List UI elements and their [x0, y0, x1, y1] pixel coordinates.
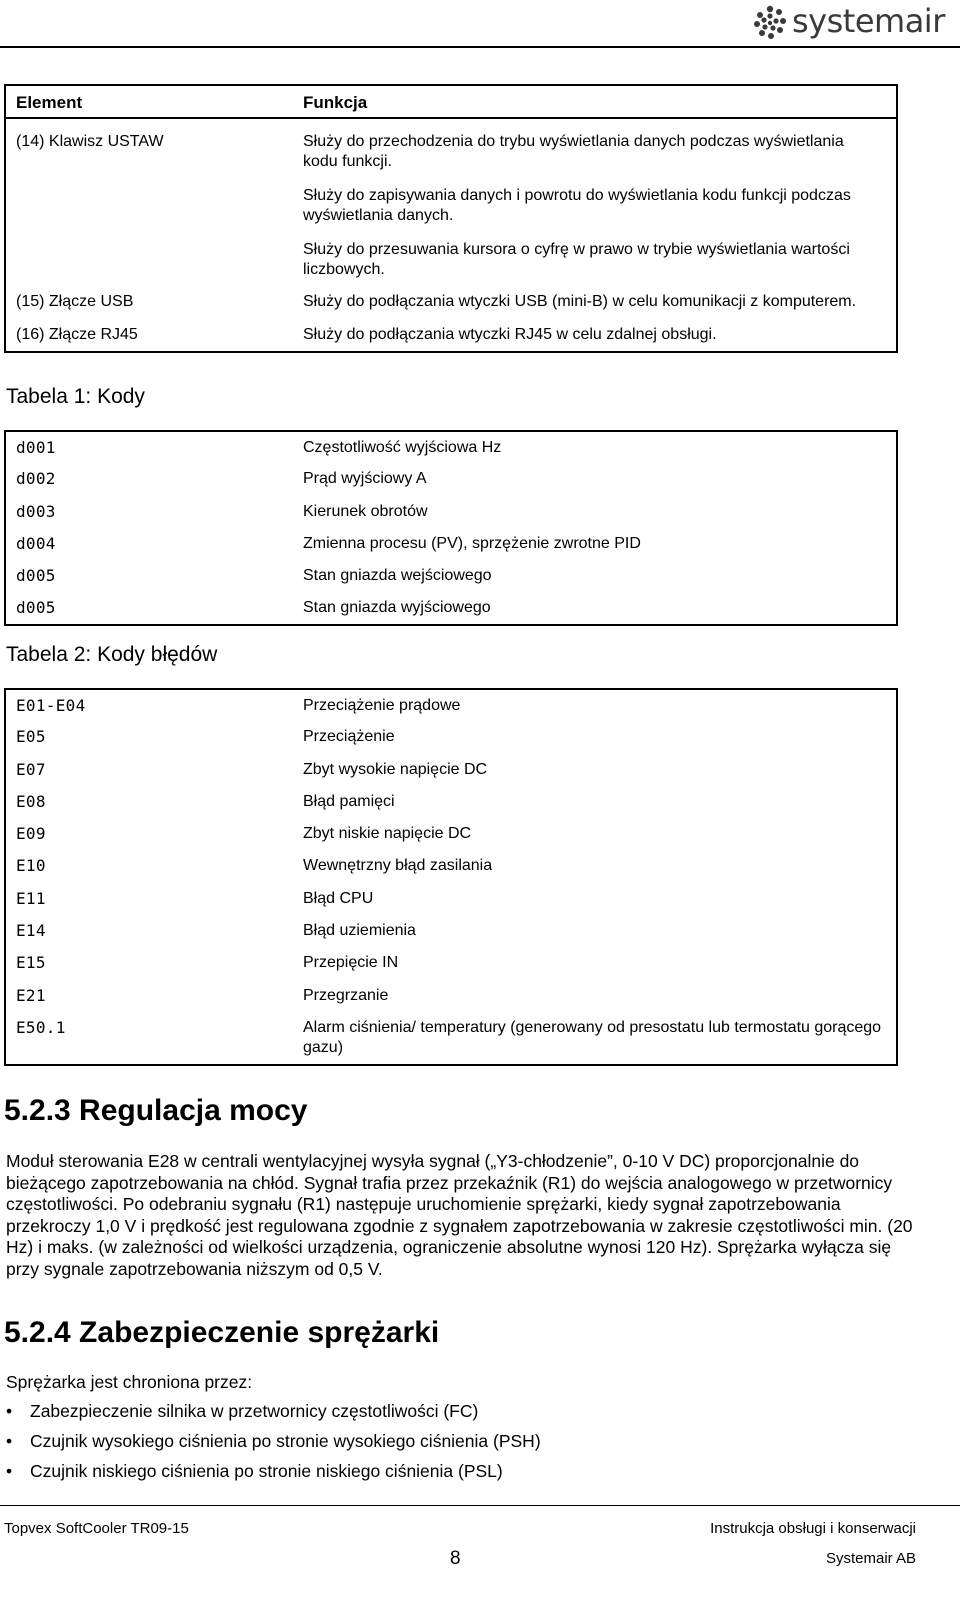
description-cell: Prąd wyjściowy A	[303, 470, 427, 488]
description-cell: Wewnętrzny błąd zasilania	[303, 857, 493, 875]
element-cell: (14) Klawisz USTAW	[16, 133, 164, 150]
function-cell: Służy do podłączania wtyczki USB (mini-B) w celu komunikacji z komputerem.	[303, 293, 857, 310]
header-function: Funkcja	[303, 85, 897, 118]
description-cell: Błąd uziemienia	[303, 922, 416, 940]
codes-table	[4, 430, 898, 626]
description-cell: Błąd pamięci	[303, 792, 395, 810]
function-cell: Służy do podłączania wtyczki RJ45 w celu zdalnej obsługi.	[303, 326, 717, 343]
element-function-table	[4, 84, 898, 353]
footer-product: Topvex SoftCooler TR09-15	[4, 1520, 189, 1537]
header-element: Element	[5, 85, 303, 118]
description-cell: Stan gniazda wejściowego	[303, 567, 492, 585]
table-row	[5, 947, 897, 979]
table-row	[5, 980, 897, 1012]
description-cell: Przegrzanie	[303, 986, 389, 1004]
code-cell: d005	[16, 566, 56, 586]
table-row	[5, 721, 897, 753]
bullet-list	[6, 1401, 541, 1491]
systemair-logo-icon	[752, 5, 788, 41]
code-cell: E10	[16, 856, 46, 876]
section-heading: 5.2.4 Zabezpieczenie sprężarki	[4, 1316, 440, 1349]
table-row	[5, 528, 897, 560]
list-item-text: Czujnik niskiego ciśnienia po stronie niskiego ciśnienia (PSL)	[30, 1461, 503, 1481]
table-row	[5, 280, 897, 312]
code-cell: E50.1	[16, 1017, 66, 1037]
code-cell: E11	[16, 888, 46, 908]
table-row	[5, 118, 897, 280]
table-row	[5, 1012, 897, 1065]
code-cell: E21	[16, 985, 46, 1005]
bullet-glyph: •	[6, 1401, 13, 1421]
table-row	[5, 463, 897, 495]
function-text: Służy do przechodzenia do trybu wyświetlania danych podczas wyświetlania kodu funkcji.	[303, 133, 844, 170]
table-row	[5, 915, 897, 947]
list-item-text: Zabezpieczenie silnika w przetwornicy częstotliwości (FC)	[30, 1401, 479, 1421]
list-item	[6, 1461, 541, 1482]
bullet-glyph: •	[6, 1461, 13, 1481]
page-number: 8	[450, 1548, 461, 1569]
section-paragraph: Moduł sterowania E28 w centrali wentylacyjnej wysyła sygnał („Y3-chłodzenie”, 0-10 V DC) proporcjonalnie do bieżącego zapotrzebowania na chłód. Sygnał trafia przez przekaźnik (R1) do wejścia analogowego w przetwornicy częstotliwości. Po odebraniu sygnału (R1) następuje uruchomienie sprężarki, kiedy sygnał zapotrzebowania przekroczy 1,0 V i prędkość jest regulowana zgodnie z sygnałem zapotrzebowania w zakresie częstotliwości min. (20 Hz) i maks. (w zależności od wielkości urządzenia, ograniczenie absolutne wynosi 120 Hz). Sprężarka wyłącza się przy sygnale zapotrzebowania niższym od 0,5 V.	[6, 1151, 913, 1279]
list-item	[6, 1401, 541, 1422]
description-cell: Częstotliwość wyjściowa Hz	[303, 439, 502, 456]
table-row	[5, 786, 897, 818]
code-cell: d005	[16, 598, 56, 618]
description-cell: Błąd CPU	[303, 889, 374, 907]
section-heading: 5.2.3 Regulacja mocy	[4, 1094, 308, 1127]
description-cell: Kierunek obrotów	[303, 502, 428, 520]
code-cell: d001	[16, 438, 56, 457]
description-cell: Zbyt niskie napięcie DC	[303, 825, 472, 843]
code-cell: E05	[16, 727, 46, 747]
description-cell: Zmienna procesu (PV), sprzężenie zwrotne PID	[303, 534, 641, 552]
code-cell: E09	[16, 824, 46, 844]
code-cell: d003	[16, 501, 56, 521]
table-row	[5, 850, 897, 882]
footer-rule	[0, 1505, 960, 1506]
table-row	[5, 312, 897, 352]
header-rule	[0, 46, 960, 48]
bullet-glyph: •	[6, 1431, 13, 1451]
footer-doc-title: Instrukcja obsługi i konserwacji	[710, 1520, 916, 1537]
table-row	[5, 496, 897, 528]
element-cell: (16) Złącze RJ45	[16, 326, 138, 343]
table-row	[5, 883, 897, 915]
table-caption: Tabela 1: Kody	[6, 385, 145, 408]
table-header-row	[5, 85, 897, 118]
table-row	[5, 431, 897, 463]
code-cell: d004	[16, 533, 56, 553]
logo-wordmark: systemair	[792, 2, 945, 40]
code-cell: E15	[16, 953, 46, 973]
code-cell: E07	[16, 759, 46, 779]
description-cell: Zbyt wysokie napięcie DC	[303, 760, 488, 778]
code-cell: E01-E04	[16, 696, 86, 715]
description-cell: Przepięcie IN	[303, 954, 399, 972]
description-cell: Przeciążenie	[303, 728, 395, 746]
function-text: Służy do przesuwania kursora o cyfrę w prawo w trybie wyświetlania wartości liczbowych.	[303, 241, 850, 278]
section-intro: Sprężarka jest chroniona przez:	[6, 1372, 253, 1392]
description-cell: Alarm ciśnienia/ temperatury (generowany od presostatu lub termostatu gorącego gazu)	[303, 1018, 882, 1056]
footer-company: Systemair AB	[825, 1550, 916, 1567]
element-cell: (15) Złącze USB	[16, 293, 134, 310]
error-codes-table	[4, 688, 898, 1066]
description-cell: Przeciążenie prądowe	[303, 697, 461, 714]
code-cell: E08	[16, 791, 46, 811]
table-row	[5, 592, 897, 624]
function-text: Służy do zapisywania danych i powrotu do wyświetlania kodu funkcji podczas wyświetlania danych.	[303, 187, 851, 224]
table-row	[5, 689, 897, 721]
list-item	[6, 1431, 541, 1452]
table-row	[5, 754, 897, 786]
table-caption: Tabela 2: Kody błędów	[6, 643, 218, 666]
list-item-text: Czujnik wysokiego ciśnienia po stronie wysokiego ciśnienia (PSH)	[30, 1431, 541, 1451]
table-row	[5, 560, 897, 592]
code-cell: E14	[16, 921, 46, 941]
code-cell: d002	[16, 469, 56, 489]
function-cell	[303, 118, 897, 280]
table-row	[5, 818, 897, 850]
description-cell: Stan gniazda wyjściowego	[303, 599, 491, 617]
systemair-logo	[752, 4, 957, 42]
